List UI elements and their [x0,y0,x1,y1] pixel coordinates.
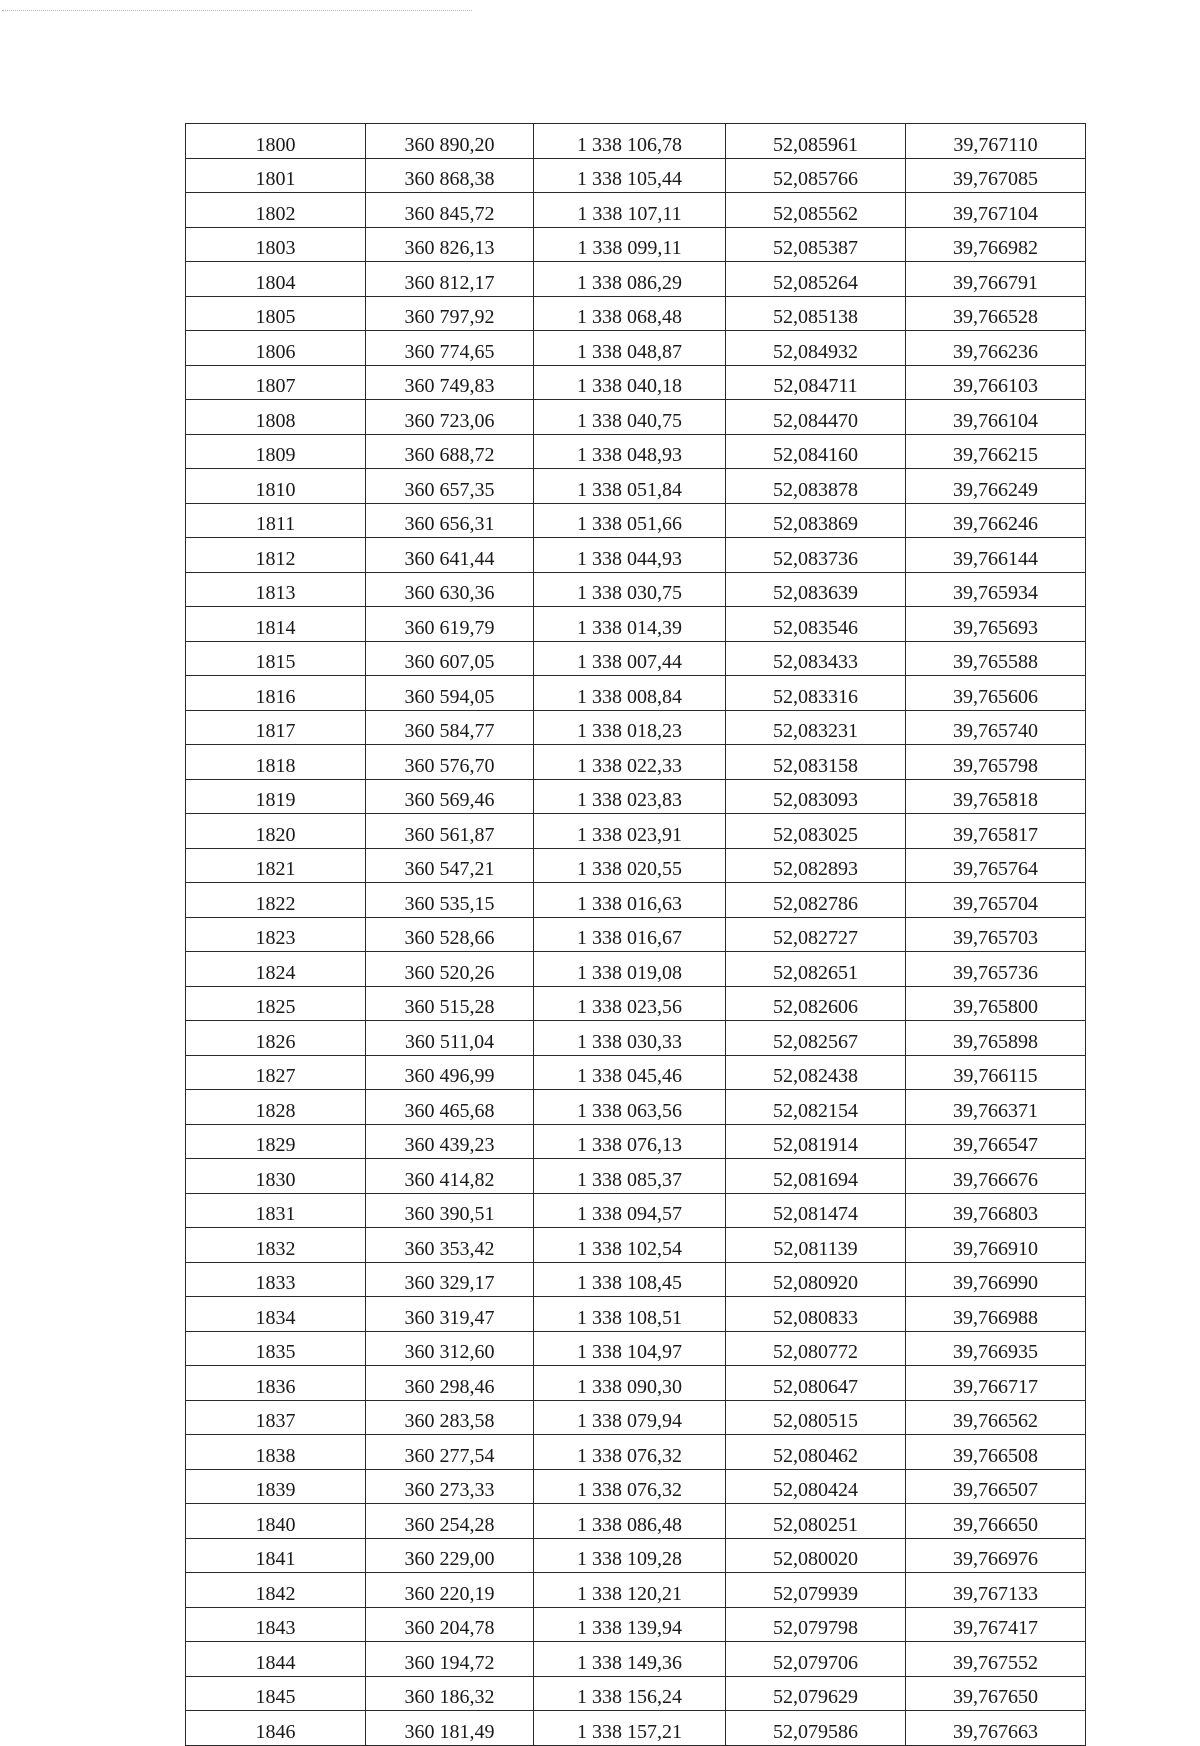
longitude-cell: 39,767650 [906,1676,1086,1711]
x-coordinate-cell: 360 797,92 [366,296,534,331]
x-coordinate-cell: 360 496,99 [366,1055,534,1090]
x-coordinate-cell: 360 254,28 [366,1504,534,1539]
x-coordinate-cell: 360 414,82 [366,1159,534,1194]
longitude-cell: 39,766249 [906,469,1086,504]
table-row [186,1228,1086,1263]
latitude-cell: 52,083316 [726,676,906,711]
point-number-cell: 1841 [186,1538,366,1573]
latitude-cell: 52,083231 [726,710,906,745]
table-row [186,434,1086,469]
point-number-cell: 1814 [186,607,366,642]
longitude-cell: 39,766528 [906,296,1086,331]
x-coordinate-cell: 360 528,66 [366,917,534,952]
latitude-cell: 52,084160 [726,434,906,469]
longitude-cell: 39,765817 [906,814,1086,849]
y-coordinate-cell: 1 338 063,56 [534,1090,726,1125]
latitude-cell: 52,082606 [726,986,906,1021]
point-number-cell: 1819 [186,779,366,814]
x-coordinate-cell: 360 619,79 [366,607,534,642]
latitude-cell: 52,085138 [726,296,906,331]
table-row [186,676,1086,711]
latitude-cell: 52,083093 [726,779,906,814]
table-row [186,1642,1086,1677]
longitude-cell: 39,766104 [906,400,1086,435]
point-number-cell: 1806 [186,331,366,366]
latitude-cell: 52,083736 [726,538,906,573]
x-coordinate-cell: 360 749,83 [366,365,534,400]
point-number-cell: 1805 [186,296,366,331]
longitude-cell: 39,766115 [906,1055,1086,1090]
latitude-cell: 52,080647 [726,1366,906,1401]
longitude-cell: 39,765800 [906,986,1086,1021]
table-row [186,1297,1086,1332]
table-row [186,1400,1086,1435]
y-coordinate-cell: 1 338 104,97 [534,1331,726,1366]
longitude-cell: 39,766144 [906,538,1086,573]
table-row [186,1538,1086,1573]
point-number-cell: 1824 [186,952,366,987]
latitude-cell: 52,079629 [726,1676,906,1711]
x-coordinate-cell: 360 439,23 [366,1124,534,1159]
longitude-cell: 39,766215 [906,434,1086,469]
x-coordinate-cell: 360 353,42 [366,1228,534,1263]
point-number-cell: 1823 [186,917,366,952]
x-coordinate-cell: 360 826,13 [366,227,534,262]
x-coordinate-cell: 360 390,51 [366,1193,534,1228]
point-number-cell: 1802 [186,193,366,228]
y-coordinate-cell: 1 338 108,45 [534,1262,726,1297]
longitude-cell: 39,766676 [906,1159,1086,1194]
table-row [186,710,1086,745]
longitude-cell: 39,766562 [906,1400,1086,1435]
longitude-cell: 39,766547 [906,1124,1086,1159]
latitude-cell: 52,082567 [726,1021,906,1056]
longitude-cell: 39,765934 [906,572,1086,607]
x-coordinate-cell: 360 312,60 [366,1331,534,1366]
latitude-cell: 52,081694 [726,1159,906,1194]
point-number-cell: 1821 [186,848,366,883]
y-coordinate-cell: 1 338 076,13 [534,1124,726,1159]
longitude-cell: 39,767663 [906,1711,1086,1746]
table-row [186,1435,1086,1470]
point-number-cell: 1807 [186,365,366,400]
x-coordinate-cell: 360 656,31 [366,503,534,538]
y-coordinate-cell: 1 338 048,87 [534,331,726,366]
table-row [186,1504,1086,1539]
longitude-cell: 39,766717 [906,1366,1086,1401]
table-row [186,1159,1086,1194]
x-coordinate-cell: 360 845,72 [366,193,534,228]
y-coordinate-cell: 1 338 139,94 [534,1607,726,1642]
y-coordinate-cell: 1 338 106,78 [534,124,726,159]
x-coordinate-cell: 360 229,00 [366,1538,534,1573]
scan-edge-mark [2,10,472,11]
point-number-cell: 1843 [186,1607,366,1642]
latitude-cell: 52,085562 [726,193,906,228]
longitude-cell: 39,767417 [906,1607,1086,1642]
x-coordinate-cell: 360 812,17 [366,262,534,297]
table-row [186,1262,1086,1297]
x-coordinate-cell: 360 298,46 [366,1366,534,1401]
latitude-cell: 52,079798 [726,1607,906,1642]
coordinates-table-container [185,123,1085,1746]
latitude-cell: 52,085264 [726,262,906,297]
longitude-cell: 39,765818 [906,779,1086,814]
latitude-cell: 52,082438 [726,1055,906,1090]
table-row [186,917,1086,952]
y-coordinate-cell: 1 338 156,24 [534,1676,726,1711]
y-coordinate-cell: 1 338 090,30 [534,1366,726,1401]
point-number-cell: 1818 [186,745,366,780]
point-number-cell: 1804 [186,262,366,297]
x-coordinate-cell: 360 535,15 [366,883,534,918]
latitude-cell: 52,080020 [726,1538,906,1573]
x-coordinate-cell: 360 520,26 [366,952,534,987]
point-number-cell: 1816 [186,676,366,711]
y-coordinate-cell: 1 338 149,36 [534,1642,726,1677]
x-coordinate-cell: 360 584,77 [366,710,534,745]
longitude-cell: 39,766988 [906,1297,1086,1332]
x-coordinate-cell: 360 181,49 [366,1711,534,1746]
point-number-cell: 1803 [186,227,366,262]
latitude-cell: 52,083869 [726,503,906,538]
y-coordinate-cell: 1 338 085,37 [534,1159,726,1194]
point-number-cell: 1826 [186,1021,366,1056]
table-row [186,469,1086,504]
x-coordinate-cell: 360 774,65 [366,331,534,366]
y-coordinate-cell: 1 338 086,48 [534,1504,726,1539]
x-coordinate-cell: 360 465,68 [366,1090,534,1125]
point-number-cell: 1835 [186,1331,366,1366]
y-coordinate-cell: 1 338 076,32 [534,1469,726,1504]
x-coordinate-cell: 360 511,04 [366,1021,534,1056]
table-row [186,745,1086,780]
y-coordinate-cell: 1 338 044,93 [534,538,726,573]
x-coordinate-cell: 360 220,19 [366,1573,534,1608]
point-number-cell: 1800 [186,124,366,159]
longitude-cell: 39,766103 [906,365,1086,400]
y-coordinate-cell: 1 338 048,93 [534,434,726,469]
coordinates-table [185,123,1086,1746]
y-coordinate-cell: 1 338 105,44 [534,158,726,193]
latitude-cell: 52,083639 [726,572,906,607]
point-number-cell: 1809 [186,434,366,469]
table-row [186,296,1086,331]
x-coordinate-cell: 360 547,21 [366,848,534,883]
x-coordinate-cell: 360 868,38 [366,158,534,193]
y-coordinate-cell: 1 338 019,08 [534,952,726,987]
table-row [186,572,1086,607]
latitude-cell: 52,085766 [726,158,906,193]
y-coordinate-cell: 1 338 030,75 [534,572,726,607]
longitude-cell: 39,766976 [906,1538,1086,1573]
longitude-cell: 39,765798 [906,745,1086,780]
x-coordinate-cell: 360 273,33 [366,1469,534,1504]
table-row [186,1607,1086,1642]
latitude-cell: 52,082651 [726,952,906,987]
x-coordinate-cell: 360 319,47 [366,1297,534,1332]
latitude-cell: 52,079939 [726,1573,906,1608]
longitude-cell: 39,765588 [906,641,1086,676]
longitude-cell: 39,767085 [906,158,1086,193]
x-coordinate-cell: 360 576,70 [366,745,534,780]
x-coordinate-cell: 360 688,72 [366,434,534,469]
x-coordinate-cell: 360 890,20 [366,124,534,159]
longitude-cell: 39,765764 [906,848,1086,883]
y-coordinate-cell: 1 338 030,33 [534,1021,726,1056]
latitude-cell: 52,080833 [726,1297,906,1332]
y-coordinate-cell: 1 338 051,66 [534,503,726,538]
latitude-cell: 52,083158 [726,745,906,780]
y-coordinate-cell: 1 338 051,84 [534,469,726,504]
latitude-cell: 52,080515 [726,1400,906,1435]
y-coordinate-cell: 1 338 016,67 [534,917,726,952]
table-row [186,1711,1086,1746]
point-number-cell: 1801 [186,158,366,193]
x-coordinate-cell: 360 277,54 [366,1435,534,1470]
x-coordinate-cell: 360 630,36 [366,572,534,607]
x-coordinate-cell: 360 723,06 [366,400,534,435]
x-coordinate-cell: 360 594,05 [366,676,534,711]
table-row [186,227,1086,262]
point-number-cell: 1831 [186,1193,366,1228]
y-coordinate-cell: 1 338 022,33 [534,745,726,780]
latitude-cell: 52,080251 [726,1504,906,1539]
latitude-cell: 52,083546 [726,607,906,642]
y-coordinate-cell: 1 338 086,29 [534,262,726,297]
table-row [186,779,1086,814]
longitude-cell: 39,765740 [906,710,1086,745]
y-coordinate-cell: 1 338 016,63 [534,883,726,918]
latitude-cell: 52,083433 [726,641,906,676]
point-number-cell: 1815 [186,641,366,676]
latitude-cell: 52,085387 [726,227,906,262]
point-number-cell: 1812 [186,538,366,573]
longitude-cell: 39,766990 [906,1262,1086,1297]
point-number-cell: 1837 [186,1400,366,1435]
table-row [186,1676,1086,1711]
point-number-cell: 1829 [186,1124,366,1159]
point-number-cell: 1825 [186,986,366,1021]
longitude-cell: 39,766507 [906,1469,1086,1504]
table-row [186,365,1086,400]
point-number-cell: 1833 [186,1262,366,1297]
y-coordinate-cell: 1 338 094,57 [534,1193,726,1228]
y-coordinate-cell: 1 338 045,46 [534,1055,726,1090]
y-coordinate-cell: 1 338 040,18 [534,365,726,400]
y-coordinate-cell: 1 338 023,91 [534,814,726,849]
longitude-cell: 39,766910 [906,1228,1086,1263]
x-coordinate-cell: 360 607,05 [366,641,534,676]
point-number-cell: 1820 [186,814,366,849]
longitude-cell: 39,766982 [906,227,1086,262]
longitude-cell: 39,766246 [906,503,1086,538]
longitude-cell: 39,766650 [906,1504,1086,1539]
latitude-cell: 52,084711 [726,365,906,400]
table-row [186,1469,1086,1504]
table-row [186,641,1086,676]
y-coordinate-cell: 1 338 040,75 [534,400,726,435]
y-coordinate-cell: 1 338 108,51 [534,1297,726,1332]
point-number-cell: 1845 [186,1676,366,1711]
y-coordinate-cell: 1 338 157,21 [534,1711,726,1746]
longitude-cell: 39,765693 [906,607,1086,642]
table-row [186,848,1086,883]
table-row [186,814,1086,849]
point-number-cell: 1834 [186,1297,366,1332]
y-coordinate-cell: 1 338 068,48 [534,296,726,331]
point-number-cell: 1810 [186,469,366,504]
point-number-cell: 1832 [186,1228,366,1263]
table-row [186,193,1086,228]
table-row [186,607,1086,642]
point-number-cell: 1813 [186,572,366,607]
table-row [186,503,1086,538]
x-coordinate-cell: 360 515,28 [366,986,534,1021]
x-coordinate-cell: 360 657,35 [366,469,534,504]
y-coordinate-cell: 1 338 107,11 [534,193,726,228]
longitude-cell: 39,767104 [906,193,1086,228]
latitude-cell: 52,081914 [726,1124,906,1159]
table-row [186,158,1086,193]
latitude-cell: 52,080462 [726,1435,906,1470]
table-row [186,1021,1086,1056]
y-coordinate-cell: 1 338 014,39 [534,607,726,642]
x-coordinate-cell: 360 194,72 [366,1642,534,1677]
table-row [186,1331,1086,1366]
point-number-cell: 1822 [186,883,366,918]
latitude-cell: 52,081474 [726,1193,906,1228]
longitude-cell: 39,766935 [906,1331,1086,1366]
y-coordinate-cell: 1 338 018,23 [534,710,726,745]
y-coordinate-cell: 1 338 023,83 [534,779,726,814]
point-number-cell: 1808 [186,400,366,435]
x-coordinate-cell: 360 186,32 [366,1676,534,1711]
point-number-cell: 1830 [186,1159,366,1194]
latitude-cell: 52,081139 [726,1228,906,1263]
table-row [186,1366,1086,1401]
longitude-cell: 39,766236 [906,331,1086,366]
y-coordinate-cell: 1 338 102,54 [534,1228,726,1263]
table-row [186,331,1086,366]
point-number-cell: 1836 [186,1366,366,1401]
latitude-cell: 52,082786 [726,883,906,918]
y-coordinate-cell: 1 338 109,28 [534,1538,726,1573]
latitude-cell: 52,080772 [726,1331,906,1366]
y-coordinate-cell: 1 338 007,44 [534,641,726,676]
point-number-cell: 1817 [186,710,366,745]
latitude-cell: 52,079586 [726,1711,906,1746]
point-number-cell: 1811 [186,503,366,538]
longitude-cell: 39,767552 [906,1642,1086,1677]
longitude-cell: 39,766791 [906,262,1086,297]
point-number-cell: 1838 [186,1435,366,1470]
y-coordinate-cell: 1 338 120,21 [534,1573,726,1608]
y-coordinate-cell: 1 338 020,55 [534,848,726,883]
longitude-cell: 39,766371 [906,1090,1086,1125]
table-row [186,952,1086,987]
longitude-cell: 39,766803 [906,1193,1086,1228]
table-row [186,262,1086,297]
point-number-cell: 1846 [186,1711,366,1746]
point-number-cell: 1827 [186,1055,366,1090]
latitude-cell: 52,079706 [726,1642,906,1677]
latitude-cell: 52,084470 [726,400,906,435]
latitude-cell: 52,085961 [726,124,906,159]
y-coordinate-cell: 1 338 099,11 [534,227,726,262]
table-row [186,1090,1086,1125]
longitude-cell: 39,765736 [906,952,1086,987]
longitude-cell: 39,767110 [906,124,1086,159]
table-row [186,883,1086,918]
latitude-cell: 52,083025 [726,814,906,849]
longitude-cell: 39,765704 [906,883,1086,918]
point-number-cell: 1844 [186,1642,366,1677]
x-coordinate-cell: 360 204,78 [366,1607,534,1642]
table-row [186,1055,1086,1090]
table-row [186,1124,1086,1159]
latitude-cell: 52,082727 [726,917,906,952]
latitude-cell: 52,083878 [726,469,906,504]
table-row [186,1573,1086,1608]
x-coordinate-cell: 360 283,58 [366,1400,534,1435]
point-number-cell: 1839 [186,1469,366,1504]
y-coordinate-cell: 1 338 079,94 [534,1400,726,1435]
longitude-cell: 39,765606 [906,676,1086,711]
x-coordinate-cell: 360 569,46 [366,779,534,814]
y-coordinate-cell: 1 338 008,84 [534,676,726,711]
latitude-cell: 52,082893 [726,848,906,883]
x-coordinate-cell: 360 329,17 [366,1262,534,1297]
table-row [186,400,1086,435]
y-coordinate-cell: 1 338 023,56 [534,986,726,1021]
x-coordinate-cell: 360 641,44 [366,538,534,573]
longitude-cell: 39,767133 [906,1573,1086,1608]
coordinates-table-body [186,124,1086,1746]
table-row [186,986,1086,1021]
latitude-cell: 52,080920 [726,1262,906,1297]
point-number-cell: 1828 [186,1090,366,1125]
longitude-cell: 39,766508 [906,1435,1086,1470]
y-coordinate-cell: 1 338 076,32 [534,1435,726,1470]
table-row [186,124,1086,159]
table-row [186,538,1086,573]
longitude-cell: 39,765898 [906,1021,1086,1056]
longitude-cell: 39,765703 [906,917,1086,952]
x-coordinate-cell: 360 561,87 [366,814,534,849]
point-number-cell: 1842 [186,1573,366,1608]
latitude-cell: 52,084932 [726,331,906,366]
latitude-cell: 52,082154 [726,1090,906,1125]
point-number-cell: 1840 [186,1504,366,1539]
table-row [186,1193,1086,1228]
latitude-cell: 52,080424 [726,1469,906,1504]
